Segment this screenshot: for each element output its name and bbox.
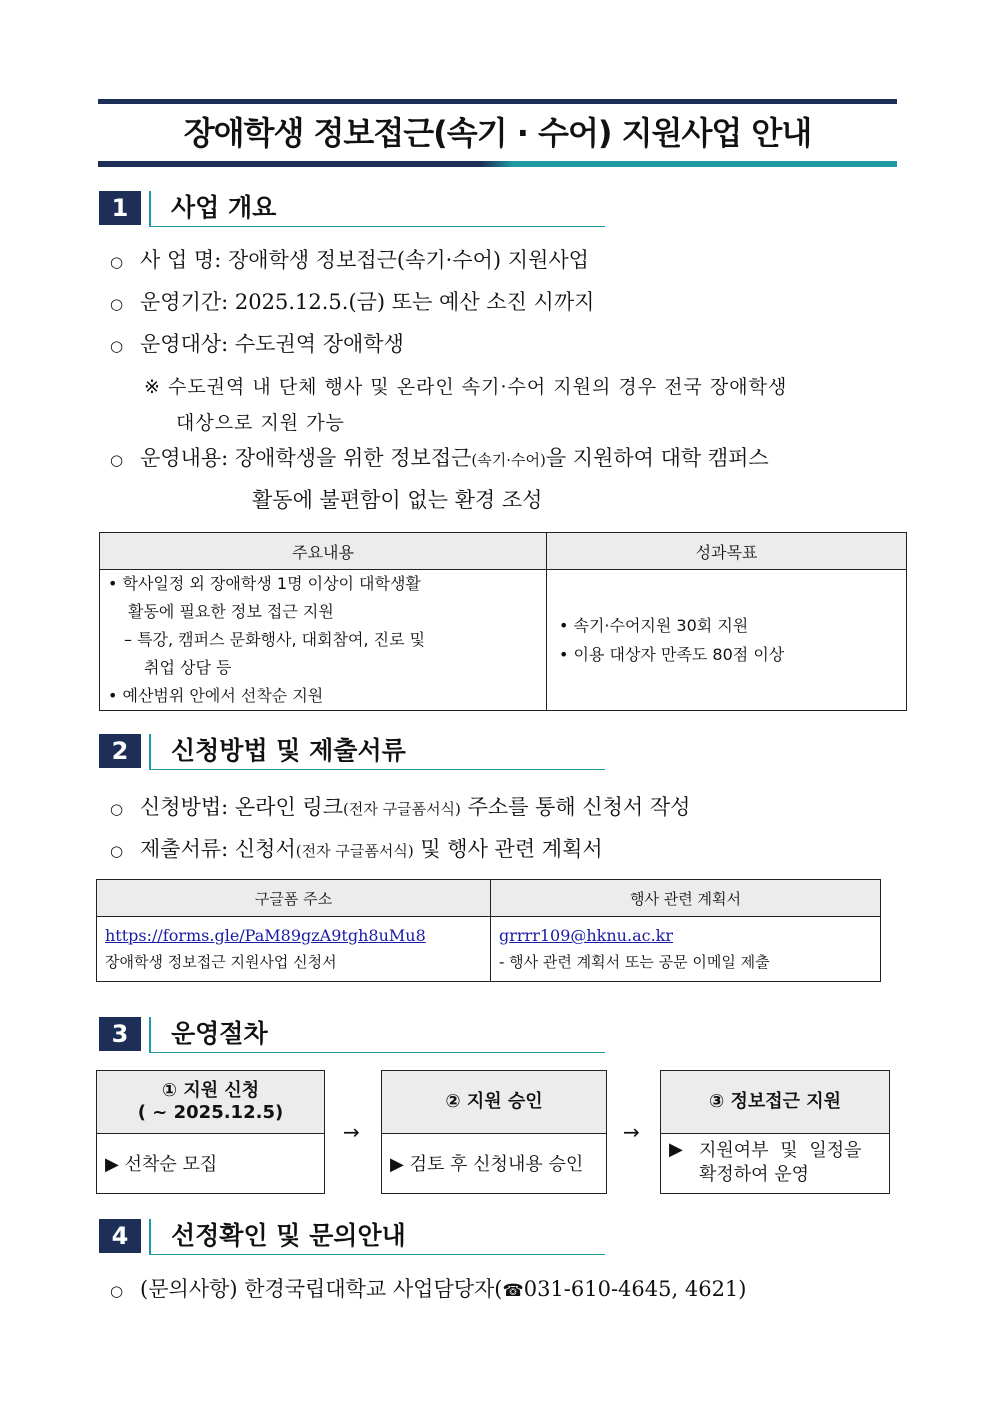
table-cell-main: • 학사일정 외 장애학생 1명 이상이 대학생활 활동에 필요한 정보 접근 지원 – 특강, 캠퍼스 문화행사, 대회참여, 진로 및 취업 상담 등 • 예산범위 안에서 선착순 지원 — [100, 570, 547, 711]
email-link[interactable]: grrrr109@hknu.ac.kr — [499, 926, 673, 945]
title-top-rule — [98, 99, 897, 104]
circle-bullet-icon: ○ — [110, 294, 124, 313]
contact-info: ○ (문의사항) 한경국립대학교 사업담당자(☎031-610-4645, 4621) — [110, 1277, 747, 1301]
overview-note-line2: 대상으로 지원 가능 — [176, 412, 345, 434]
triangle-right-icon: ▶ — [669, 1139, 683, 1160]
procedure-step-1 — [96, 1070, 325, 1194]
overview-period: ○ 운영기간: 2025.12.5.(금) 또는 예산 소진 시까지 — [110, 290, 595, 314]
apply-method: ○ 신청방법: 온라인 링크(전자 구글폼서식) 주소를 통해 신청서 작성 — [110, 795, 691, 819]
phone-icon: ☎ — [502, 1281, 524, 1301]
section-title: 운영절차 — [171, 1019, 268, 1048]
apply-docs: ○ 제출서류: 신청서(전자 구글폼서식) 및 행사 관련 계획서 — [110, 837, 603, 861]
table-header: 구글폼 주소 — [97, 880, 491, 917]
circle-bullet-icon: ○ — [110, 252, 124, 271]
title-bottom-rule — [98, 161, 897, 167]
goals-table — [99, 532, 907, 711]
step-title: ③ 정보접근 지원 — [708, 1091, 842, 1112]
procedure-step-2 — [381, 1070, 607, 1194]
page-title: 장애학생 정보접근(속기 · 수어) 지원사업 안내 — [183, 114, 812, 152]
submission-table — [96, 879, 881, 982]
step-subtitle: ( ~ 2025.12.5) — [137, 1102, 284, 1123]
table-cell-form: https://forms.gle/PaM89gzA9tgh8uMu8 장애학생 정보접근 지원사업 신청서 — [97, 917, 491, 982]
step-title: ① 지원 신청 — [161, 1080, 260, 1101]
section-number: 1 — [99, 191, 141, 225]
arrow-right-icon: → — [623, 1120, 640, 1144]
circle-bullet-icon: ○ — [110, 450, 124, 469]
section-number: 3 — [99, 1017, 141, 1051]
table-header: 주요내용 — [100, 533, 547, 570]
section-title: 사업 개요 — [171, 193, 277, 222]
table-cell-goal: • 속기·수어지원 30회 지원 • 이용 대상자 만족도 80점 이상 — [547, 570, 907, 711]
overview-target: ○ 운영대상: 수도권역 장애학생 — [110, 332, 404, 356]
table-cell-plan: grrrr109@hknu.ac.kr - 행사 관련 계획서 또는 공문 이메일 제출 — [491, 917, 881, 982]
section-number: 2 — [99, 734, 141, 768]
overview-note-line1: ※ 수도권역 내 단체 행사 및 온라인 속기·수어 지원의 경우 전국 장애학생 — [144, 376, 788, 398]
circle-bullet-icon: ○ — [110, 799, 124, 818]
step-body: ▶ 지원여부 및 일정을 확정하여 운영 — [669, 1139, 862, 1185]
circle-bullet-icon: ○ — [110, 1281, 124, 1300]
section-title: 신청방법 및 제출서류 — [171, 736, 406, 765]
section-number: 4 — [99, 1219, 141, 1253]
table-header: 성과목표 — [547, 533, 907, 570]
overview-name: ○ 사 업 명: 장애학생 정보접근(속기·수어) 지원사업 — [110, 248, 589, 272]
arrow-right-icon: → — [343, 1120, 360, 1144]
google-form-link[interactable]: https://forms.gle/PaM89gzA9tgh8uMu8 — [105, 926, 426, 945]
step-title: ② 지원 승인 — [445, 1091, 543, 1112]
procedure-step-3 — [660, 1070, 890, 1194]
circle-bullet-icon: ○ — [110, 841, 124, 860]
step-body: ▶ 검토 후 신청내용 승인 — [390, 1154, 584, 1175]
circle-bullet-icon: ○ — [110, 336, 124, 355]
overview-content: ○ 운영내용: 장애학생을 위한 정보접근(속기·수어)을 지원하여 대학 캠퍼스 — [110, 446, 769, 470]
step-body: ▶ 선착순 모집 — [105, 1154, 218, 1175]
table-header: 행사 관련 계획서 — [491, 880, 881, 917]
section-title: 선정확인 및 문의안내 — [171, 1221, 406, 1250]
overview-content-line2: 활동에 불편함이 없는 환경 조성 — [252, 488, 543, 512]
